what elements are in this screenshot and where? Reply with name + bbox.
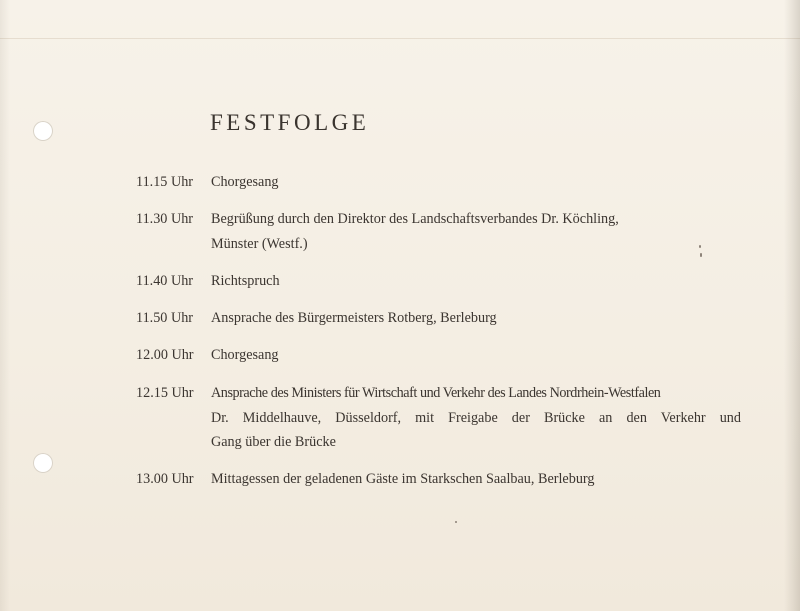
programme-time: 11.40 Uhr: [136, 273, 194, 289]
programme-line: Ansprache des Bürgermeisters Rotberg, Berleburg: [211, 310, 497, 326]
programme-item: [136, 207, 756, 256]
punch-hole-top: [33, 121, 53, 141]
page-title: FESTFOLGE: [210, 110, 370, 135]
programme-description: [211, 269, 756, 294]
paper-speck: [455, 521, 457, 523]
page-fold-line: [0, 38, 800, 39]
page-left-shadow: [0, 0, 10, 611]
programme-line: Mittagessen der geladenen Gäste im Starkschen Saalbau, Berleburg: [211, 471, 595, 487]
programme-line: Gang über die Brücke: [211, 434, 336, 450]
page-right-shadow: [784, 0, 800, 611]
programme-time: 12.15 Uhr: [136, 385, 194, 401]
programme-line: Richtspruch: [211, 273, 280, 289]
programme-description: [211, 467, 756, 492]
paper-speck: [699, 245, 701, 248]
programme-line: Dr. Middelhauve, Düsseldorf, mit Freigabe der Brücke an den Verkehr und: [211, 409, 741, 426]
programme-item: [136, 381, 756, 455]
programme-item: [136, 343, 756, 368]
paper-speck: [700, 253, 702, 257]
programme-time: 11.50 Uhr: [136, 310, 194, 326]
programme-description: [211, 170, 756, 195]
programme-line: Münster (Westf.): [211, 235, 308, 252]
programme-item: [136, 306, 756, 331]
programme-item: [136, 467, 756, 492]
programme-item: [136, 269, 756, 294]
programme-time: 11.15 Uhr: [136, 174, 194, 190]
programme-line: Ansprache des Ministers für Wirtschaft und Verkehr des Landes Nordrhein-Westfalen: [211, 385, 661, 401]
programme-time: 11.30 Uhr: [136, 211, 194, 227]
programme-line: Begrüßung durch den Direktor des Landschaftsverbandes Dr. Köchling,: [211, 211, 619, 227]
programme-time: 13.00 Uhr: [136, 471, 194, 487]
programme-description: [211, 207, 756, 256]
programme-line: Chorgesang: [211, 174, 279, 190]
programme-time: 12.00 Uhr: [136, 347, 194, 363]
programme-item: [136, 170, 756, 195]
programme-description: [211, 381, 756, 455]
punch-hole-bottom: [33, 453, 53, 473]
programme-description: [211, 306, 756, 331]
programme-line: Chorgesang: [211, 347, 279, 363]
programme-description: [211, 343, 756, 368]
